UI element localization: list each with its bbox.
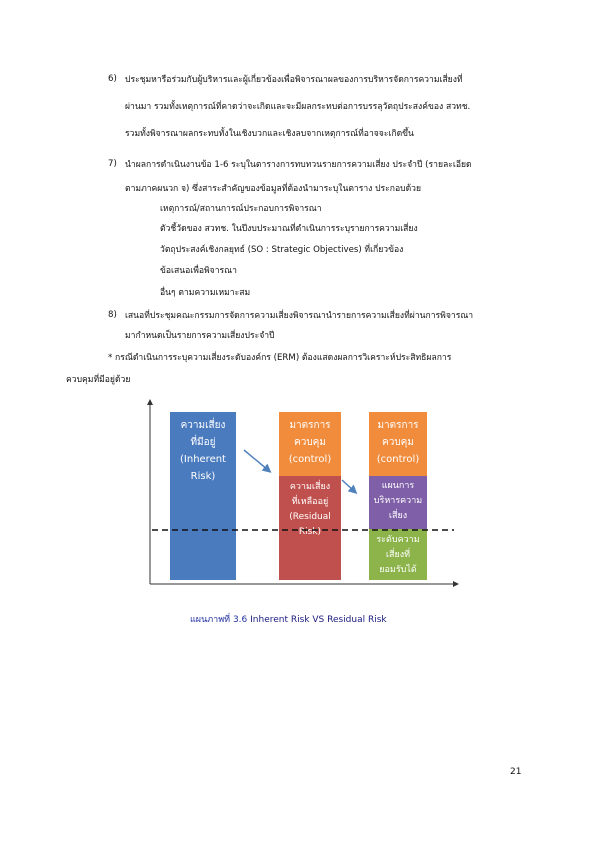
sub-item: ข้อเสนอเพื่อพิจารณา [160,266,237,276]
sub-item: ตัวชี้วัดของ สวทช. ในปีงบประมาณที่ดำเนินการระบุรายการความเสี่ยง [160,224,418,234]
item-text-line: นำผลการดำเนินงานข้อ 1-6 ระบุในตารางการทบทวนรายการความเสี่ยง ประจำปี (รายละเอียด [125,160,472,170]
inherent-risk-box: ความเสี่ยง ที่มีอยู่ (Inherent Risk) [170,412,236,580]
item-text-line: รวมทั้งพิจารณาผลกระทบทั้งในเชิงบวกและเชิงลบจากเหตุการณ์ที่อาจจะเกิดขึ้น [125,129,414,139]
item-text-line: เสนอที่ประชุมคณะกรรมการจัดการความเสี่ยงพิจารณานำรายการความเสี่ยงที่ผ่านการพิจารณา [125,311,474,321]
item-text-line: มากำหนดเป็นรายการความเสี่ยงประจำปี [125,331,275,341]
caption-label: แผนภาพที่ 3.6 [190,615,248,625]
control-box-2: มาตรการ ควบคุม (control) [369,412,427,476]
page-number: 21 [510,767,522,777]
caption-text: Inherent Risk VS Residual Risk [247,615,387,625]
figure-caption [190,612,387,626]
item-text-line: ประชุมหารือร่วมกับผู้บริหารและผู้เกี่ยวข้องเพื่อพิจารณาผลของการบริหารจัดการความเสี่ยงที่ [125,75,463,85]
acceptable-risk-box: ระดับความ เสี่ยงที่ ยอมรับได้ [369,529,427,580]
item-text-line: ผ่านมา รวมทั้งเหตุการณ์ที่คาดว่าจะเกิดและจะมีผลกระทบต่อการบรรลุวัตถุประสงค์ของ สวทช. [125,102,471,112]
residual-risk-box: ความเสี่ยง ที่เหลืออยู่ (Residual Risk) [279,476,341,580]
risk-diagram [140,398,460,593]
risk-plan-box: แผนการ บริหารความ เสี่ยง [369,476,427,529]
item-number: 7) [108,159,117,169]
note-line: * กรณีดำเนินการระบุความเสี่ยงระดับองค์กร (ERM) ต้องแสดงผลการวิเคราะห์ประสิทธิผลการ [108,353,452,363]
threshold-line [140,398,460,593]
note-line: ควบคุมที่มีอยู่ด้วย [66,375,131,385]
sub-item: อื่นๆ ตามความเหมาะสม [160,288,251,298]
control-box-1: มาตรการ ควบคุม (control) [279,412,341,476]
item-text-line: ตามภาคผนวก จ) ซึ่งสาระสำคัญของข้อมูลที่ต้องนำมาระบุในตาราง ประกอบด้วย [125,184,422,194]
item-number: 8) [108,310,117,320]
sub-item: วัตถุประสงค์เชิงกลยุทธ์ (SO : Strategic Objectives) ที่เกี่ยวข้อง [160,245,404,255]
sub-item: เหตุการณ์/สถานการณ์ประกอบการพิจารณา [160,204,322,214]
item-number: 6) [108,74,117,84]
